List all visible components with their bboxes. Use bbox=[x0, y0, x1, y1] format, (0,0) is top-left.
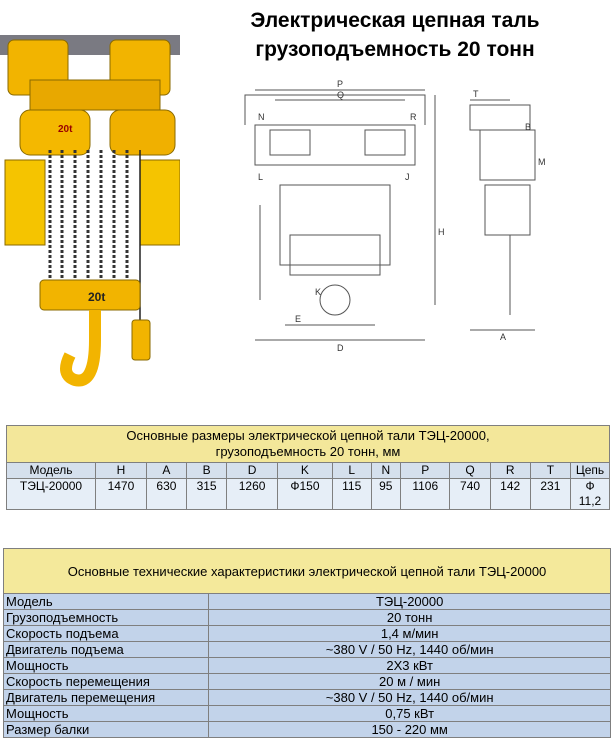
title-line-1: Электрическая цепная таль bbox=[250, 9, 540, 32]
table-cell: 115 bbox=[332, 479, 371, 510]
table-cell: Ф150 bbox=[278, 479, 333, 510]
table-cell: 630 bbox=[146, 479, 186, 510]
spec-value: ТЭЦ-20000 bbox=[209, 594, 611, 610]
side-lower bbox=[485, 185, 530, 235]
header-cell: A bbox=[146, 463, 186, 479]
table-row bbox=[7, 479, 610, 510]
header-cell: P bbox=[401, 463, 450, 479]
dim-label-k: K bbox=[315, 287, 322, 297]
table-row bbox=[4, 706, 611, 722]
header-cell: Q bbox=[450, 463, 490, 479]
table-cell: 95 bbox=[371, 479, 400, 510]
spec-label: Размер балки bbox=[4, 722, 209, 738]
hook bbox=[66, 310, 95, 381]
spec-label: Мощность bbox=[4, 706, 209, 722]
front-trolley bbox=[255, 125, 415, 165]
dim-label-n: N bbox=[258, 112, 265, 122]
table-cell: ТЭЦ-20000 bbox=[7, 479, 96, 510]
chain-bag-left bbox=[5, 160, 45, 245]
front-body bbox=[280, 185, 390, 265]
table-cell: 231 bbox=[530, 479, 570, 510]
dimensions-table bbox=[6, 425, 610, 510]
table-row bbox=[4, 626, 611, 642]
spec-value: 0,75 кВт bbox=[209, 706, 611, 722]
spec-value: ~380 V / 50 Hz, 1440 об/мин bbox=[209, 642, 611, 658]
table-cell: 142 bbox=[490, 479, 530, 510]
dim-label-j: J bbox=[405, 172, 410, 182]
dim-label-e: E bbox=[295, 314, 302, 324]
table-row bbox=[4, 610, 611, 626]
chain-bag-right bbox=[140, 160, 180, 245]
front-wheel-right bbox=[365, 130, 405, 155]
table-cell: 315 bbox=[187, 479, 227, 510]
specs-table bbox=[3, 548, 611, 738]
header-cell: Модель bbox=[7, 463, 96, 479]
technical-drawing bbox=[225, 75, 613, 355]
side-body bbox=[480, 130, 535, 180]
spec-value: 150 - 220 мм bbox=[209, 722, 611, 738]
front-wheel-left bbox=[270, 130, 310, 155]
table-row bbox=[4, 642, 611, 658]
dim-label-m: M bbox=[538, 157, 546, 167]
title-line-2: грузоподъемность 20 тонн bbox=[255, 38, 535, 61]
motor-right bbox=[110, 110, 175, 155]
table-row bbox=[4, 690, 611, 706]
header-cell: R bbox=[490, 463, 530, 479]
motor-left bbox=[20, 110, 90, 155]
spec-value: 20 м / мин bbox=[209, 674, 611, 690]
side-top bbox=[470, 105, 530, 130]
dim-label-h: H bbox=[438, 227, 445, 237]
hook-label: 20t bbox=[88, 290, 106, 304]
dim-label-p: P bbox=[337, 79, 344, 89]
dim-label-r: R bbox=[410, 112, 417, 122]
table-row bbox=[4, 722, 611, 738]
dim-label-q: Q bbox=[337, 90, 345, 100]
chains bbox=[50, 150, 127, 285]
table-row bbox=[4, 658, 611, 674]
dim-label-l: L bbox=[258, 172, 264, 182]
front-lower-block bbox=[290, 235, 380, 275]
spec-label: Скорость подъема bbox=[4, 626, 209, 642]
dimensions-header-row bbox=[7, 463, 610, 479]
dim-label-t: T bbox=[473, 89, 479, 99]
header-cell: Цепь bbox=[571, 463, 610, 479]
hoist-photo bbox=[0, 0, 180, 395]
header-cell: N bbox=[371, 463, 400, 479]
table-cell: 1106 bbox=[401, 479, 450, 510]
header-cell: B bbox=[187, 463, 227, 479]
spec-label: Двигатель подъема bbox=[4, 642, 209, 658]
spec-value: 20 тонн bbox=[209, 610, 611, 626]
frame bbox=[30, 80, 160, 110]
header-cell: K bbox=[278, 463, 333, 479]
front-hook bbox=[320, 285, 350, 315]
spec-label: Грузоподъемность bbox=[4, 610, 209, 626]
dimensions-caption bbox=[7, 426, 610, 463]
table-cell: Ф 11,2 bbox=[571, 479, 610, 510]
table-cell: 1470 bbox=[96, 479, 147, 510]
spec-label: Двигатель перемещения bbox=[4, 690, 209, 706]
dimensions-caption-line-2: грузоподъемность 20 тонн, мм bbox=[215, 444, 401, 459]
plate-label: 20t bbox=[58, 124, 73, 135]
table-row bbox=[4, 594, 611, 610]
dimensions-caption-line-1: Основные размеры электрической цепной тали ТЭЦ-20000, bbox=[126, 428, 490, 443]
page-title bbox=[180, 6, 610, 64]
dim-label-b: B bbox=[525, 122, 532, 132]
spec-label: Мощность bbox=[4, 658, 209, 674]
spec-value: 2Х3 кВт bbox=[209, 658, 611, 674]
header-cell: L bbox=[332, 463, 371, 479]
dim-label-a: A bbox=[500, 332, 507, 342]
table-cell: 740 bbox=[450, 479, 490, 510]
pendant-control bbox=[132, 320, 150, 360]
spec-value: 1,4 м/мин bbox=[209, 626, 611, 642]
header-cell: H bbox=[96, 463, 147, 479]
table-row bbox=[4, 674, 611, 690]
spec-label: Скорость перемещения bbox=[4, 674, 209, 690]
table-cell: 1260 bbox=[227, 479, 278, 510]
dim-label-d: D bbox=[337, 343, 344, 353]
specs-caption: Основные технические характеристики электрической цепной тали ТЭЦ-20000 bbox=[4, 549, 611, 594]
header-cell: D bbox=[227, 463, 278, 479]
spec-label: Модель bbox=[4, 594, 209, 610]
header-cell: T bbox=[530, 463, 570, 479]
spec-value: ~380 V / 50 Hz, 1440 об/мин bbox=[209, 690, 611, 706]
